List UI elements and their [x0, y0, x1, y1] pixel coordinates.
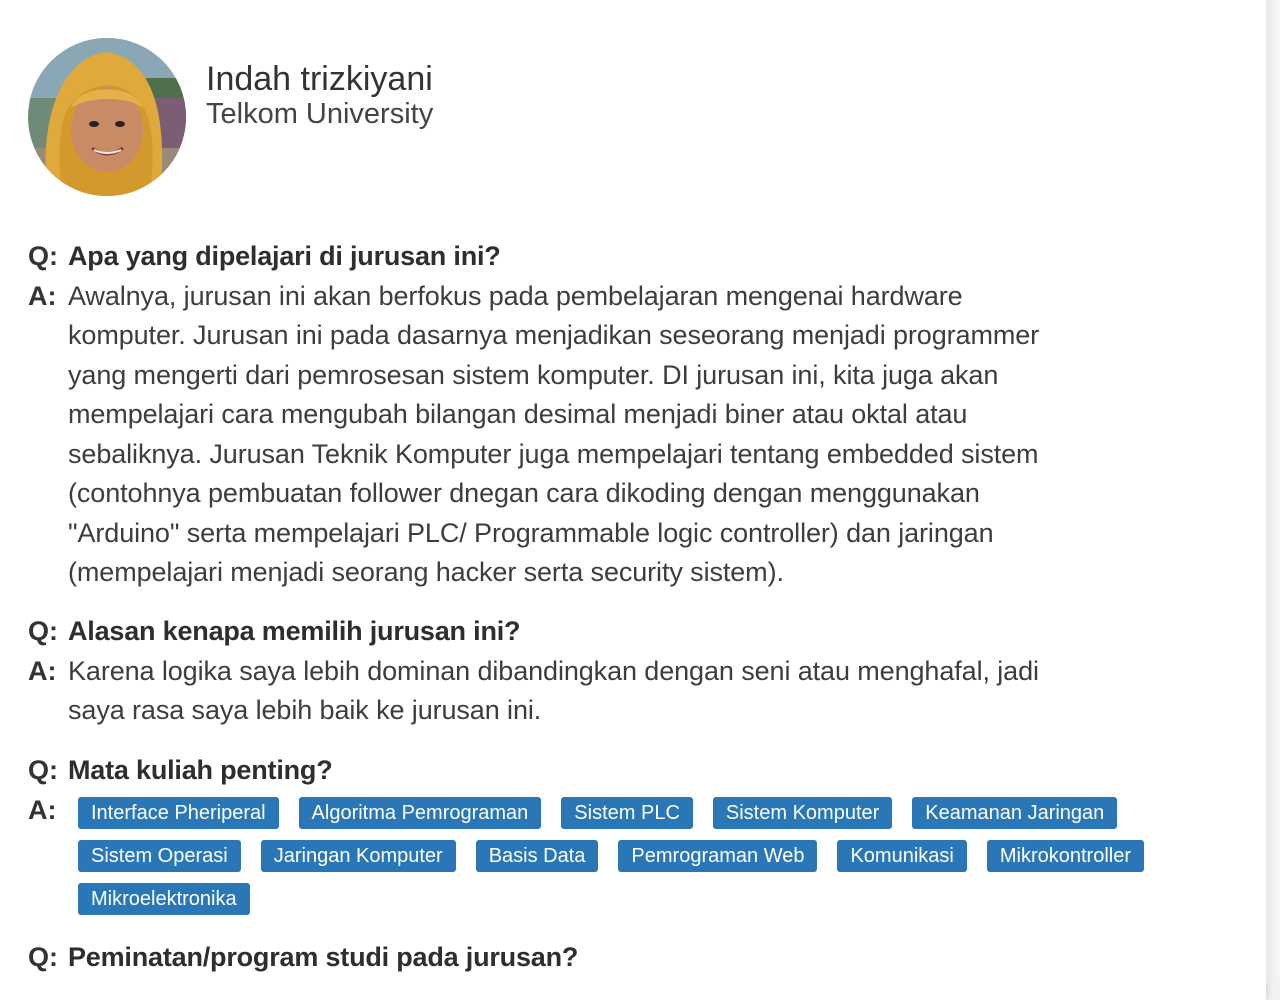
question-row [28, 938, 1243, 978]
subject-tag[interactable]: Komunikasi [837, 840, 966, 872]
answer-line: sebaliknya. Jurusan Teknik Komputer juga mempelajari tentang embedded sistem [68, 438, 1039, 469]
question-text: Alasan kenapa memilih jurusan ini? [68, 616, 521, 646]
profile-school: Telkom University [206, 98, 434, 130]
answer-line: mempelajari cara mengubah bilangan desimal menjadi biner atau oktal atau [68, 399, 968, 429]
subject-tag[interactable]: Pemrograman Web [618, 840, 817, 872]
subject-tag[interactable]: Mikrokontroller [987, 840, 1144, 872]
page-edge [1266, 0, 1280, 983]
answer-prefix: A: [28, 280, 57, 311]
answer-line: Karena logika saya lebih dominan dibandingkan dengan seni atau menghafal, jadi [68, 655, 1039, 686]
qa-item-4 [28, 938, 1243, 978]
question-row [28, 612, 1243, 652]
subject-tag[interactable]: Interface Pheriperal [78, 797, 279, 829]
subject-tag[interactable]: Keamanan Jaringan [912, 797, 1117, 829]
answer-row [28, 652, 1243, 731]
avatar [28, 38, 186, 196]
question-prefix: Q: [28, 942, 58, 972]
question-text: Apa yang dipelajari di jurusan ini? [68, 241, 501, 271]
answer-line: komputer. Jurusan ini pada dasarnya menjadikan seseorang menjadi programmer [68, 320, 1040, 350]
question-row [28, 237, 1243, 277]
answer-line: Awalnya, jurusan ini akan berfokus pada pembelajaran mengenai hardware [68, 280, 963, 311]
answer-text [68, 277, 1039, 593]
profile-header [28, 38, 433, 196]
answer-line: (contohnya pembuatan follower dnegan cara dikoding dengan menggunakan [68, 478, 980, 508]
profile-name: Indah trizkiyani [206, 60, 433, 98]
answer-row [28, 791, 1243, 926]
answer-prefix: A: [28, 655, 57, 686]
question-prefix: Q: [28, 616, 58, 646]
question-text: Mata kuliah penting? [68, 755, 333, 785]
subject-tag[interactable]: Algoritma Pemrograman [299, 797, 542, 829]
subject-tag[interactable]: Jaringan Komputer [261, 840, 456, 872]
subject-tag[interactable]: Mikroelektronika [78, 883, 250, 915]
answer-line: yang mengerti dari pemrosesan sistem komputer. DI jurusan ini, kita juga akan [68, 359, 999, 390]
qa-item-2 [28, 612, 1243, 731]
subject-tag[interactable]: Sistem Operasi [78, 840, 241, 872]
answer-line: "Arduino" serta mempelajari PLC/ Programmable logic controller) dan jaringan [68, 517, 994, 548]
question-row [28, 751, 1243, 791]
profile-text [206, 58, 433, 132]
qa-item-1 [28, 237, 1243, 593]
subject-tags [78, 797, 1243, 926]
answer-line: (mempelajari menjadi seorang hacker serta security sistem). [68, 557, 784, 587]
answer-line: saya rasa saya lebih baik ke jurusan ini. [68, 695, 542, 725]
qa-item-3 [28, 751, 1243, 926]
question-text: Peminatan/program studi pada jurusan? [68, 942, 579, 972]
subject-tag[interactable]: Sistem PLC [561, 797, 693, 829]
avatar-photo [28, 38, 186, 196]
answer-row [28, 277, 1243, 593]
answer-text [68, 652, 1039, 731]
subject-tag[interactable]: Sistem Komputer [713, 797, 892, 829]
answer-prefix: A: [28, 794, 57, 825]
subject-tag[interactable]: Basis Data [476, 840, 599, 872]
question-prefix: Q: [28, 755, 58, 785]
question-prefix: Q: [28, 241, 58, 271]
